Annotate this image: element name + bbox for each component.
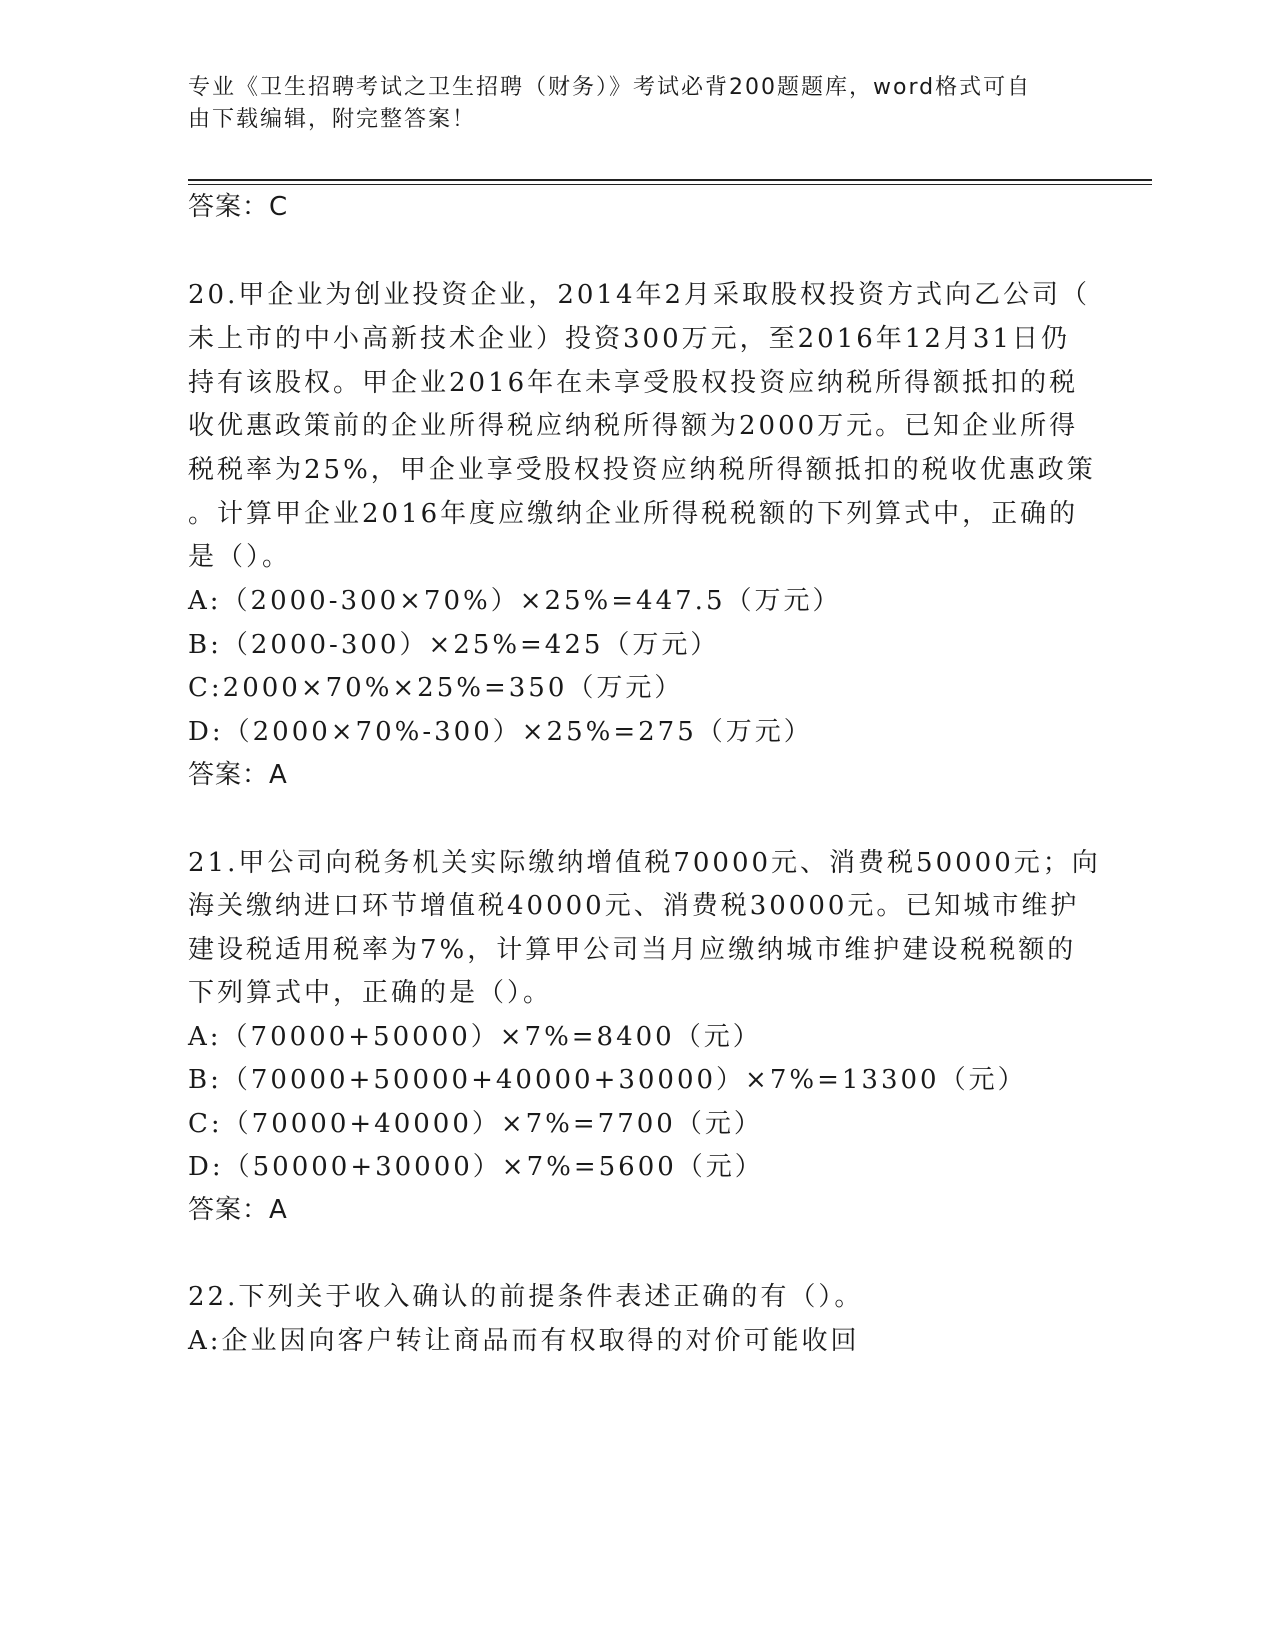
option-a: A:企业因向客户转让商品而有权取得的对价可能收回 bbox=[188, 1326, 860, 1356]
question-text-line: 21.甲公司向税务机关实际缴纳增值税70000元、消费税50000元；向 bbox=[188, 848, 1101, 878]
option-b: B:（70000+50000+40000+30000）×7%=13300（元） bbox=[188, 1065, 1027, 1095]
question-text-line: 建设税适用税率为7%，计算甲公司当月应缴纳城市维护建设税税额的 bbox=[188, 935, 1077, 965]
question-text-line: 收优惠政策前的企业所得税应纳税所得额为2000万元。已知企业所得 bbox=[188, 411, 1079, 441]
option-a: A:（70000+50000）×7%=8400（元） bbox=[188, 1022, 762, 1052]
option-d: D:（2000×70%-300）×25%=275（万元） bbox=[188, 717, 813, 747]
option-b: B:（2000-300）×25%=425（万元） bbox=[188, 630, 720, 660]
previous-answer: 答案：C bbox=[188, 192, 289, 222]
question-text-line: 下列算式中，正确的是（）。 bbox=[188, 978, 553, 1008]
option-c: C:2000×70%×25%=350（万元） bbox=[188, 673, 684, 703]
question-text-line: 未上市的中小高新技术企业）投资300万元，至2016年12月31日仍 bbox=[188, 324, 1070, 354]
header-line-1: 专业《卫生招聘考试之卫生招聘（财务）》考试必背200题题库，word格式可自 bbox=[188, 75, 1032, 100]
answer-label: 答案：A bbox=[188, 760, 288, 790]
page-header bbox=[188, 72, 1088, 136]
question-text-line: 是（）。 bbox=[188, 542, 292, 572]
option-c: C:（70000+40000）×7%=7700（元） bbox=[188, 1109, 763, 1139]
answer-label: 答案：A bbox=[188, 1195, 288, 1225]
option-d: D:（50000+30000）×7%=5600（元） bbox=[188, 1152, 764, 1182]
question-text-line: 。计算甲企业2016年度应缴纳企业所得税税额的下列算式中，正确的 bbox=[188, 499, 1079, 529]
header-divider-thin bbox=[188, 184, 1152, 185]
header-line-2: 由下载编辑，附完整答案！ bbox=[188, 107, 477, 132]
question-text-line: 22.下列关于收入确认的前提条件表述正确的有（）。 bbox=[188, 1282, 864, 1312]
option-a: A:（2000-300×70%）×25%=447.5（万元） bbox=[188, 586, 842, 616]
header-divider-thick bbox=[188, 179, 1152, 181]
question-text-line: 海关缴纳进口环节增值税40000元、消费税30000元。已知城市维护 bbox=[188, 891, 1080, 921]
question-text-line: 20.甲企业为创业投资企业，2014年2月采取股权投资方式向乙公司（ bbox=[188, 280, 1091, 310]
question-text-line: 税税率为25%，甲企业享受股权投资应纳税所得额抵扣的税收优惠政策 bbox=[188, 455, 1096, 485]
question-text-line: 持有该股权。甲企业2016年在未享受股权投资应纳税所得额抵扣的税 bbox=[188, 368, 1079, 398]
